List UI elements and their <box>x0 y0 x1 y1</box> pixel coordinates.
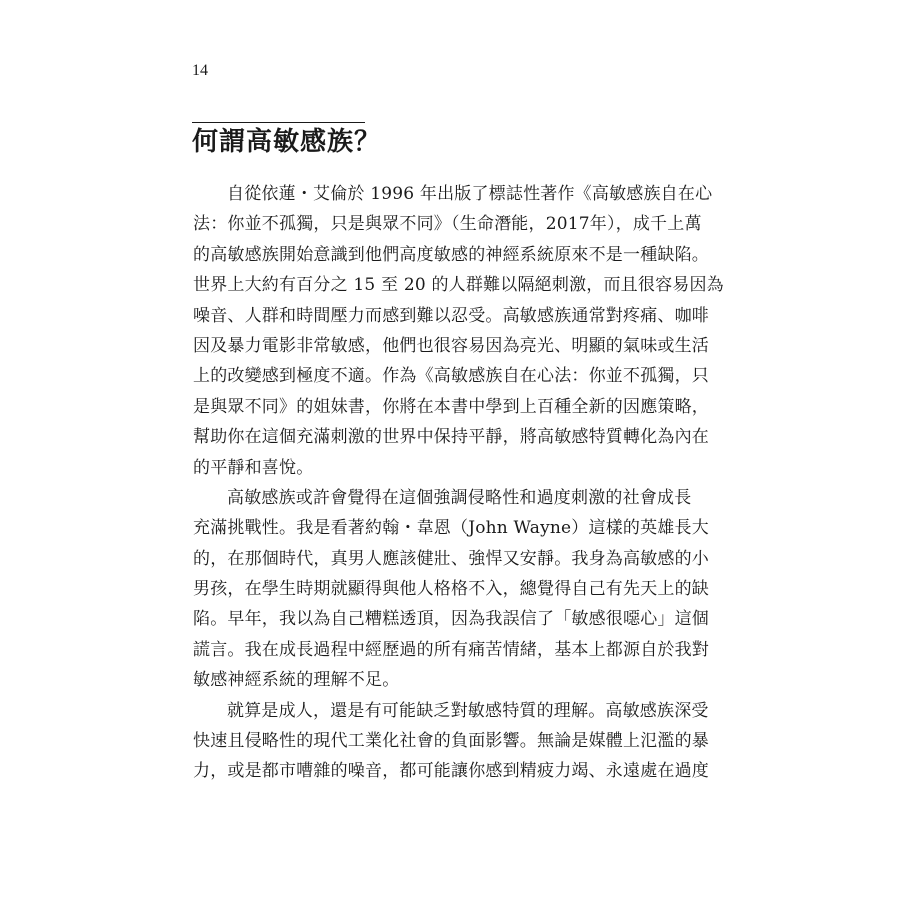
text-line: 幫助你在這個充滿刺激的世界中保持平靜，將高敏感特質轉化為內在 <box>193 427 709 448</box>
paragraph-3 <box>193 696 709 787</box>
text-line: 謊言。我在成長過程中經歷過的所有痛苦情緒，基本上都源自於我對 <box>193 639 709 660</box>
text-line: 就算是成人，還是有可能缺乏對敏感特質的理解。高敏感族深受 <box>227 700 709 721</box>
page-number: 14 <box>192 62 208 79</box>
text-line: 敏感神經系統的理解不足。 <box>193 670 400 691</box>
text-line: 男孩，在學生時期就顯得與他人格格不入，總覺得自己有先天上的缺 <box>193 579 709 600</box>
text-line: 上的改變感到極度不適。作為《高敏感族自在心法：你並不孤獨，只 <box>193 366 709 387</box>
text-line: 是與眾不同》的姐妹書，你將在本書中學到上百種全新的因應策略， <box>193 396 709 417</box>
text-line: 充滿挑戰性。我是看著約翰・韋恩（John Wayne）這樣的英雄長大 <box>193 518 709 539</box>
text-line: 的高敏感族開始意識到他們高度敏感的神經系統原來不是一種缺陷。 <box>193 244 709 265</box>
paragraph-2 <box>193 483 709 696</box>
text-line: 因及暴力電影非常敏感，他們也很容易因為亮光、明顯的氣味或生活 <box>193 335 709 356</box>
text-line: 自從依蓮・艾倫於 1996 年出版了標誌性著作《高敏感族自在心 <box>227 184 713 204</box>
text-line: 的平靜和喜悅。 <box>193 457 314 478</box>
text-line: 力，或是都市嘈雜的噪音，都可能讓你感到精疲力竭、永遠處在過度 <box>193 761 709 782</box>
text-line: 高敏感族或許會覺得在這個強調侵略性和過度刺激的社會成長 <box>227 487 692 508</box>
text-line: 快速且侵略性的現代工業化社會的負面影響。無論是媒體上氾濫的暴 <box>193 731 709 752</box>
chapter-title: 何謂高敏感族？ <box>192 127 382 157</box>
paragraph-1 <box>193 179 724 483</box>
text-line: 噪音、人群和時間壓力而感到難以忍受。高敏感族通常對疼痛、咖啡 <box>193 305 709 326</box>
text-line: 世界上大約有百分之 15 至 20 的人群難以隔絕刺激，而且很容易因為 <box>193 275 724 296</box>
title-rule <box>192 122 365 123</box>
text-line: 法：你並不孤獨，只是與眾不同》（生命潛能，2017年），成千上萬 <box>193 214 702 235</box>
text-line: 陷。早年，我以為自己糟糕透頂，因為我誤信了「敏感很噁心」這個 <box>193 609 709 630</box>
text-line: 的，在那個時代，真男人應該健壯、強悍又安靜。我身為高敏感的小 <box>193 548 709 569</box>
body-text <box>193 179 724 787</box>
